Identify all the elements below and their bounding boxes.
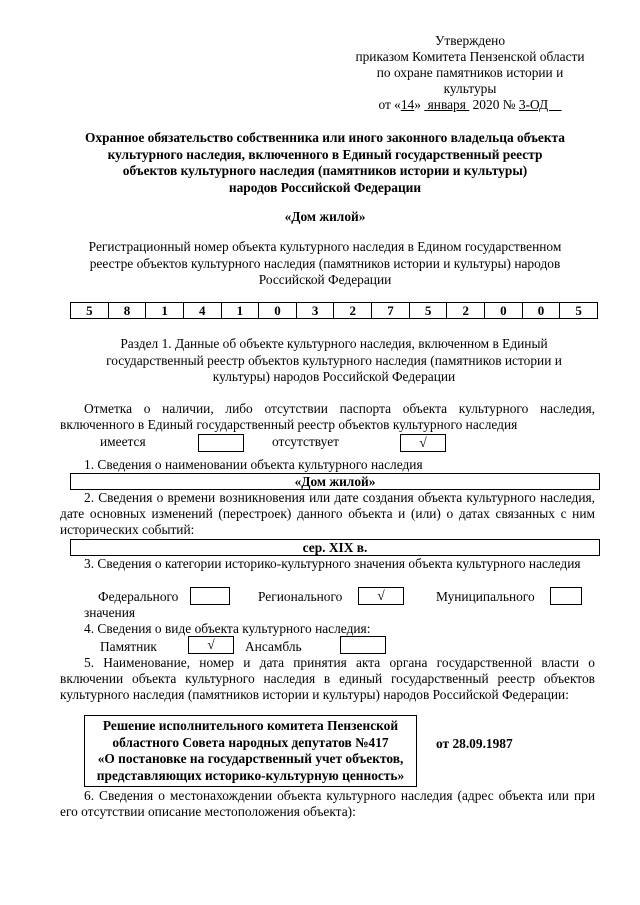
registration-digit: 4 — [183, 303, 221, 319]
item-2-text: 2. Сведения о времени возникновения или дате создания объекта культурного наследия, дате основных изменений (перестроек) данного объекта и (или) о датах связанных с ним исторических событий: — [60, 490, 595, 537]
item-1-value: «Дом жилой» — [70, 473, 600, 490]
type-ensemble-box[interactable] — [340, 636, 386, 654]
approval-block — [320, 33, 620, 113]
passport-present-box[interactable] — [198, 434, 244, 452]
category-regional-label: Регионального — [258, 589, 343, 604]
registration-digit: 0 — [259, 303, 297, 319]
registration-digit: 1 — [146, 303, 184, 319]
act-box: Решение исполнительного комитета Пензенской областного Совета народных депутатов №417 «О постановке на государственный учет объектов, представляющих историко-культурную ценность» — [84, 715, 417, 787]
type-monument-box[interactable]: √ — [188, 636, 234, 654]
passport-absent-label: отсутствует — [272, 434, 339, 449]
category-suffix: значения — [84, 605, 136, 620]
approval-line: по охране памятников истории и — [376, 65, 564, 80]
item-4-text: 4. Сведения о виде объекта культурного наследия: — [84, 621, 371, 636]
type-ensemble-label: Ансамбль — [245, 639, 302, 654]
registration-digit: 2 — [447, 303, 485, 319]
registration-digit: 3 — [296, 303, 334, 319]
category-municipal-box[interactable] — [550, 587, 582, 605]
document-title: Охранное обязательство собственника или иного законного владельца объекта культурного наследия, включенного в Единый государственный реестр объектов культурного наследия (памятников истории и культуры) народов Российской Федерации — [85, 130, 565, 195]
section-1-heading: Раздел 1. Данные об объекте культурного наследия, включенном в Единый государственный реестр объектов культурного наследия (памятников истории и культуры) народов Российской Федерации — [106, 336, 562, 384]
approval-day: 14 — [400, 97, 415, 112]
approval-month: января — [424, 97, 470, 112]
item-6-text: 6. Сведения о местонахождении объекта культурного наследия (адрес объекта или при его отсутствии описание местоположения объекта): — [60, 788, 595, 819]
registration-caption: Регистрационный номер объекта культурного наследия в Едином государственном реестре объектов культурного наследия (памятников истории и культуры) народов Российской Федерации — [88, 239, 562, 287]
registration-digit: 5 — [560, 303, 598, 319]
registration-number-row — [71, 303, 598, 319]
category-federal-label: Федерального — [98, 589, 179, 604]
item-3-text: 3. Сведения о категории историко-культурного значения объекта культурного наследия — [84, 556, 581, 571]
passport-present-label: имеется — [100, 434, 146, 449]
registration-digit: 5 — [409, 303, 447, 319]
approval-line: приказом Комитета Пензенской области — [355, 49, 585, 64]
passport-text: Отметка о наличии, либо отсутствии паспорта объекта культурного наследия, включенного в Единый государственный реестр объектов культурного наследия — [60, 401, 595, 432]
category-municipal-label: Муниципального — [436, 589, 535, 604]
type-monument-label: Памятник — [100, 639, 157, 654]
approval-date: от «14» января 2020 № 3-ОД — [378, 97, 562, 112]
approval-line: Утверждено — [434, 33, 506, 48]
registration-digit: 2 — [334, 303, 372, 319]
item-5-text: 5. Наименование, номер и дата принятия акта органа государственной власти о включении объекта культурного наследия в единый государственный реестр объектов культурного наследия (памятников истории и культуры) народов Российской Федерации: — [60, 655, 595, 702]
registration-digit: 1 — [221, 303, 259, 319]
registration-digit: 0 — [485, 303, 523, 319]
category-federal-box[interactable] — [190, 587, 230, 605]
item-1-text: 1. Сведения о наименовании объекта культурного наследия — [84, 457, 423, 472]
approval-number: 3-ОД — [518, 97, 562, 112]
registration-digit: 5 — [71, 303, 109, 319]
registration-digit: 7 — [372, 303, 410, 319]
registration-number-table — [70, 302, 598, 319]
approval-line: культуры — [443, 81, 497, 96]
registration-digit: 0 — [522, 303, 560, 319]
passport-absent-box[interactable]: √ — [400, 434, 446, 452]
object-name: «Дом жилой» — [284, 209, 366, 224]
act-date: от 28.09.1987 — [436, 736, 513, 751]
item-2-value: сер. XIX в. — [70, 539, 600, 556]
registration-digit: 8 — [108, 303, 146, 319]
category-regional-box[interactable]: √ — [358, 587, 404, 605]
